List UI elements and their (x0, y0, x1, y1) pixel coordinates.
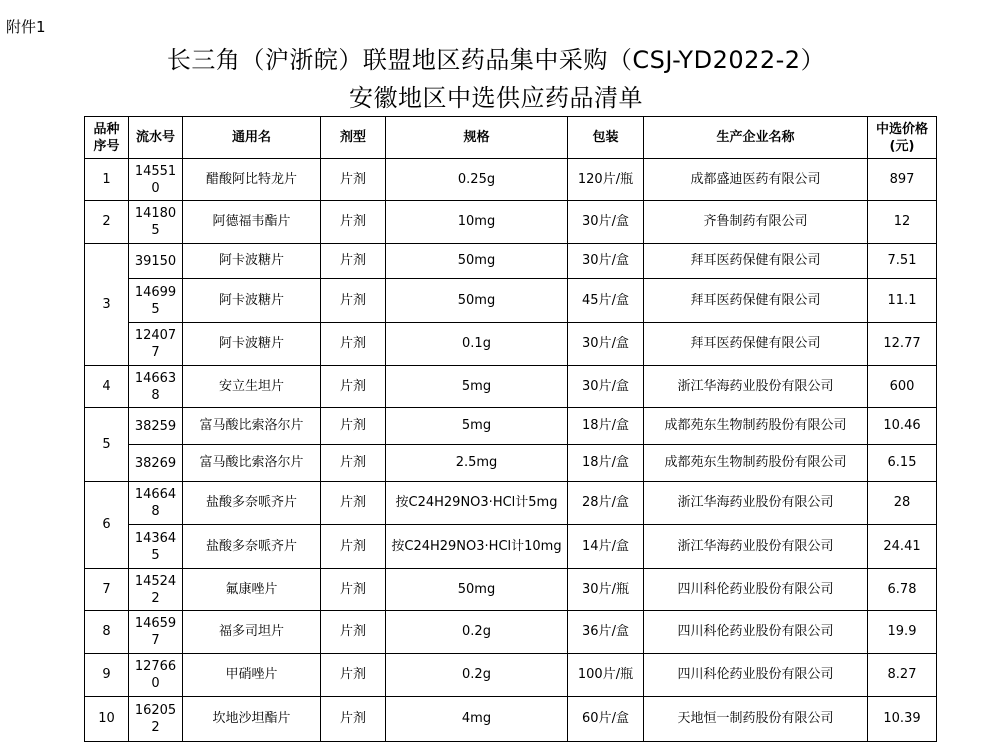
price-cell: 10.46 (868, 408, 937, 445)
generic-name-cell: 阿德福韦酯片 (183, 201, 321, 244)
manufacturer-cell: 四川科伦药业股份有限公司 (644, 654, 868, 697)
price-cell: 6.78 (868, 569, 937, 611)
item-number-cell: 9 (85, 654, 129, 697)
table-row (85, 159, 937, 201)
generic-name-cell: 甲硝唑片 (183, 654, 321, 697)
table-row (85, 201, 937, 244)
manufacturer-cell: 浙江华海药业股份有限公司 (644, 482, 868, 525)
item-number-cell: 1 (85, 159, 129, 201)
generic-name-cell: 阿卡波糖片 (183, 323, 321, 366)
package-cell: 28片/盒 (568, 482, 644, 525)
col-header-pack: 包装 (568, 117, 644, 159)
package-cell: 14片/盒 (568, 525, 644, 569)
manufacturer-cell: 拜耳医药保健有限公司 (644, 323, 868, 366)
serial-cell: 14364 5 (129, 525, 183, 569)
dosage-form-cell: 片剂 (321, 482, 386, 525)
price-cell: 19.9 (868, 611, 937, 654)
manufacturer-cell: 成都苑东生物制药股份有限公司 (644, 408, 868, 445)
document-title: 长三角（沪浙皖）联盟地区药品集中采购（CSJ-YD2022-2） (166, 46, 826, 74)
dosage-form-cell: 片剂 (321, 201, 386, 244)
manufacturer-cell: 成都盛迪医药有限公司 (644, 159, 868, 201)
item-number-cell: 8 (85, 611, 129, 654)
price-cell: 10.39 (868, 697, 937, 742)
header-row (85, 117, 937, 159)
dosage-form-cell: 片剂 (321, 159, 386, 201)
package-cell: 30片/盒 (568, 323, 644, 366)
table-row (85, 525, 937, 569)
package-cell: 45片/盒 (568, 279, 644, 323)
dosage-form-cell: 片剂 (321, 244, 386, 279)
col-header-spec: 规格 (386, 117, 568, 159)
price-cell: 897 (868, 159, 937, 201)
generic-name-cell: 氟康唑片 (183, 569, 321, 611)
generic-name-cell: 富马酸比索洛尔片 (183, 408, 321, 445)
dosage-form-cell: 片剂 (321, 445, 386, 482)
package-cell: 18片/盒 (568, 408, 644, 445)
serial-cell: 14180 5 (129, 201, 183, 244)
package-cell: 120片/瓶 (568, 159, 644, 201)
drug-list-table (84, 116, 937, 742)
price-cell: 24.41 (868, 525, 937, 569)
generic-name-cell: 盐酸多奈哌齐片 (183, 525, 321, 569)
table-row (85, 408, 937, 445)
manufacturer-cell: 浙江华海药业股份有限公司 (644, 366, 868, 408)
generic-name-cell: 盐酸多奈哌齐片 (183, 482, 321, 525)
serial-cell: 12407 7 (129, 323, 183, 366)
generic-name-cell: 醋酸阿比特龙片 (183, 159, 321, 201)
specification-cell: 5mg (386, 408, 568, 445)
table-row (85, 323, 937, 366)
dosage-form-cell: 片剂 (321, 569, 386, 611)
price-cell: 8.27 (868, 654, 937, 697)
table-row (85, 611, 937, 654)
table-row (85, 366, 937, 408)
manufacturer-cell: 拜耳医药保健有限公司 (644, 244, 868, 279)
price-cell: 7.51 (868, 244, 937, 279)
item-number-cell: 2 (85, 201, 129, 244)
col-header-serial: 流水号 (129, 117, 183, 159)
item-number-cell: 6 (85, 482, 129, 569)
generic-name-cell: 阿卡波糖片 (183, 244, 321, 279)
specification-cell: 5mg (386, 366, 568, 408)
dosage-form-cell: 片剂 (321, 611, 386, 654)
serial-cell: 39150 (129, 244, 183, 279)
package-cell: 30片/瓶 (568, 569, 644, 611)
specification-cell: 0.1g (386, 323, 568, 366)
manufacturer-cell: 天地恒一制药股份有限公司 (644, 697, 868, 742)
manufacturer-cell: 四川科伦药业股份有限公司 (644, 569, 868, 611)
col-header-name: 通用名 (183, 117, 321, 159)
generic-name-cell: 安立生坦片 (183, 366, 321, 408)
attachment-label: 附件1 (6, 18, 46, 36)
generic-name-cell: 富马酸比索洛尔片 (183, 445, 321, 482)
manufacturer-cell: 浙江华海药业股份有限公司 (644, 525, 868, 569)
dosage-form-cell: 片剂 (321, 525, 386, 569)
col-header-maker: 生产企业名称 (644, 117, 868, 159)
manufacturer-cell: 拜耳医药保健有限公司 (644, 279, 868, 323)
specification-cell: 2.5mg (386, 445, 568, 482)
table-row (85, 654, 937, 697)
specification-cell: 0.2g (386, 654, 568, 697)
col-header-form: 剂型 (321, 117, 386, 159)
serial-cell: 14699 5 (129, 279, 183, 323)
dosage-form-cell: 片剂 (321, 408, 386, 445)
package-cell: 30片/盒 (568, 201, 644, 244)
item-number-cell: 3 (85, 244, 129, 366)
serial-cell: 38269 (129, 445, 183, 482)
item-number-cell: 10 (85, 697, 129, 742)
specification-cell: 0.25g (386, 159, 568, 201)
dosage-form-cell: 片剂 (321, 366, 386, 408)
table-row (85, 697, 937, 742)
price-cell: 6.15 (868, 445, 937, 482)
serial-cell: 14663 8 (129, 366, 183, 408)
dosage-form-cell: 片剂 (321, 654, 386, 697)
item-number-cell: 4 (85, 366, 129, 408)
serial-cell: 16205 2 (129, 697, 183, 742)
specification-cell: 按C24H29NO3·HCl计5mg (386, 482, 568, 525)
manufacturer-cell: 四川科伦药业股份有限公司 (644, 611, 868, 654)
serial-cell: 12766 0 (129, 654, 183, 697)
serial-cell: 38259 (129, 408, 183, 445)
manufacturer-cell: 成都苑东生物制药股份有限公司 (644, 445, 868, 482)
serial-cell: 14524 2 (129, 569, 183, 611)
dosage-form-cell: 片剂 (321, 279, 386, 323)
serial-cell: 14551 0 (129, 159, 183, 201)
col-header-price: 中选价格 (元) (868, 117, 937, 159)
specification-cell: 4mg (386, 697, 568, 742)
generic-name-cell: 阿卡波糖片 (183, 279, 321, 323)
item-number-cell: 5 (85, 408, 129, 482)
serial-cell: 14659 7 (129, 611, 183, 654)
dosage-form-cell: 片剂 (321, 697, 386, 742)
price-cell: 12.77 (868, 323, 937, 366)
dosage-form-cell: 片剂 (321, 323, 386, 366)
table-row (85, 569, 937, 611)
table-row (85, 445, 937, 482)
generic-name-cell: 坎地沙坦酯片 (183, 697, 321, 742)
generic-name-cell: 福多司坦片 (183, 611, 321, 654)
document-subtitle: 安徽地区中选供应药品清单 (349, 84, 643, 112)
specification-cell: 50mg (386, 279, 568, 323)
table-row (85, 244, 937, 279)
package-cell: 30片/盒 (568, 366, 644, 408)
price-cell: 28 (868, 482, 937, 525)
table-row (85, 482, 937, 525)
package-cell: 60片/盒 (568, 697, 644, 742)
specification-cell: 10mg (386, 201, 568, 244)
package-cell: 100片/瓶 (568, 654, 644, 697)
table-header (85, 117, 937, 159)
specification-cell: 按C24H29NO3·HCl计10mg (386, 525, 568, 569)
specification-cell: 50mg (386, 244, 568, 279)
package-cell: 18片/盒 (568, 445, 644, 482)
package-cell: 30片/盒 (568, 244, 644, 279)
specification-cell: 0.2g (386, 611, 568, 654)
price-cell: 11.1 (868, 279, 937, 323)
serial-cell: 14664 8 (129, 482, 183, 525)
price-cell: 12 (868, 201, 937, 244)
price-cell: 600 (868, 366, 937, 408)
manufacturer-cell: 齐鲁制药有限公司 (644, 201, 868, 244)
col-header-no: 品种 序号 (85, 117, 129, 159)
table-row (85, 279, 937, 323)
package-cell: 36片/盒 (568, 611, 644, 654)
table-body (85, 159, 937, 742)
item-number-cell: 7 (85, 569, 129, 611)
specification-cell: 50mg (386, 569, 568, 611)
